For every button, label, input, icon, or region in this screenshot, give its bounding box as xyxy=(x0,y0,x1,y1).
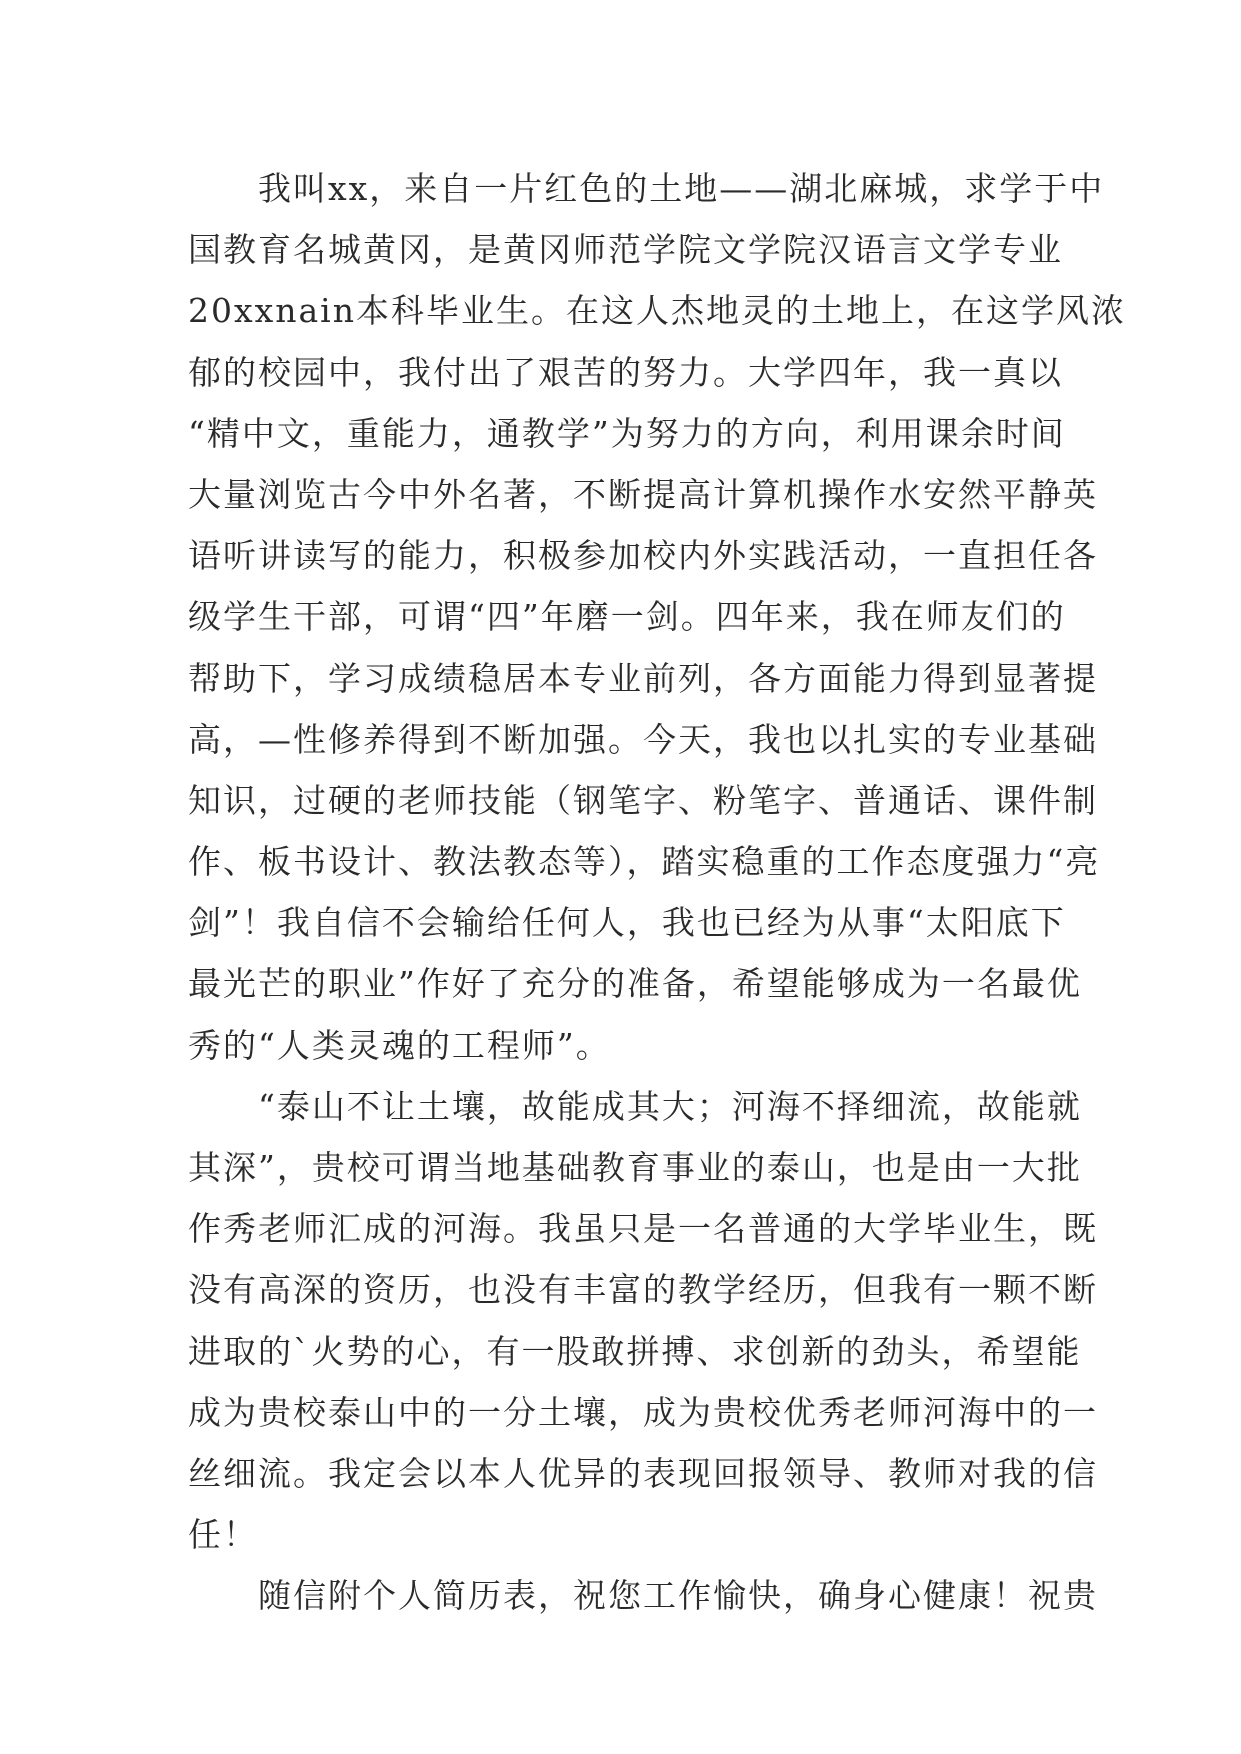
paragraph-1-line-10: 高，—性修养得到不断加强。今天，我也以扎实的专业基础 xyxy=(188,719,1098,759)
paragraph-2-line-2: 其深”，贵校可谓当地基础教育事业的泰山，也是由一大批 xyxy=(188,1148,1082,1187)
paragraph-1-line-5: “精中文，重能力，通教学”为努力的方向，利用课余时间 xyxy=(188,413,1066,453)
paragraph-1-line-13: 剑”！我自信不会输给任何人，我也已经为从事“太阳底下 xyxy=(188,903,1066,943)
paragraph-2-line-7: 丝细流。我定会以本人优异的表现回报领导、教师对我的信 xyxy=(188,1453,1098,1493)
paragraph-2-line-4: 没有高深的资历，也没有丰富的教学经历，但我有一颗不断 xyxy=(188,1270,1098,1310)
paragraph-2-line-5: 进取的`火势的心，有一股敢拼搏、求创新的劲头，希望能 xyxy=(188,1331,1082,1371)
paragraph-2-line-1: “泰山不让土壤，故能成其大；河海不择细流，故能就 xyxy=(258,1086,1082,1126)
document-body xyxy=(188,158,1126,1627)
paragraph-1-line-12: 作、板书设计、教法教态等），踏实稳重的工作态度强力“亮 xyxy=(188,842,1101,882)
paragraph-2-line-3: 作秀老师汇成的河海。我虽只是一名普通的大学毕业生，既 xyxy=(188,1209,1098,1249)
paragraph-1-line-4: 郁的校园中，我付出了艰苦的努力。大学四年，我一真以 xyxy=(188,352,1063,392)
paragraph-1-line-9: 帮助下，学习成绩稳居本专业前列，各方面能力得到显著提 xyxy=(188,658,1098,698)
paragraph-1-line-8: 级学生干部，可谓“四”年磨一剑。四年来，我在师友们的 xyxy=(188,597,1066,637)
paragraph-1-line-6: 大量浏览古今中外名著，不断提高计算机操作水安然平静英 xyxy=(188,474,1098,514)
paragraph-2-line-8: 任！ xyxy=(188,1515,258,1555)
paragraph-1-line-14: 最光芒的职业”作好了充分的准备，希望能够成为一名最优 xyxy=(188,964,1082,1004)
paragraph-1-line-3: 20xxnain本科毕业生。在这人杰地灵的土地上，在这学风浓 xyxy=(188,291,1126,331)
paragraph-3-line-1: 随信附个人简历表，祝您工作愉快，确身心健康！祝贵 xyxy=(258,1576,1098,1616)
paragraph-1-line-1: 我叫xx，来自一片红色的土地——湖北麻城，求学于中 xyxy=(258,169,1105,208)
paragraph-1-line-11: 知识，过硬的老师技能（钢笔字、粉笔字、普通话、课件制 xyxy=(188,780,1098,820)
paragraph-1-line-2: 国教育名城黄冈，是黄冈师范学院文学院汉语言文学专业 xyxy=(188,230,1063,270)
paragraph-1-line-15: 秀的“人类灵魂的工程师”。 xyxy=(188,1025,611,1065)
paragraph-1-line-7: 语听讲读写的能力，积极参加校内外实践活动，一直担任各 xyxy=(188,536,1098,576)
paragraph-2-line-6: 成为贵校泰山中的一分土壤，成为贵校优秀老师河海中的一 xyxy=(188,1392,1098,1432)
